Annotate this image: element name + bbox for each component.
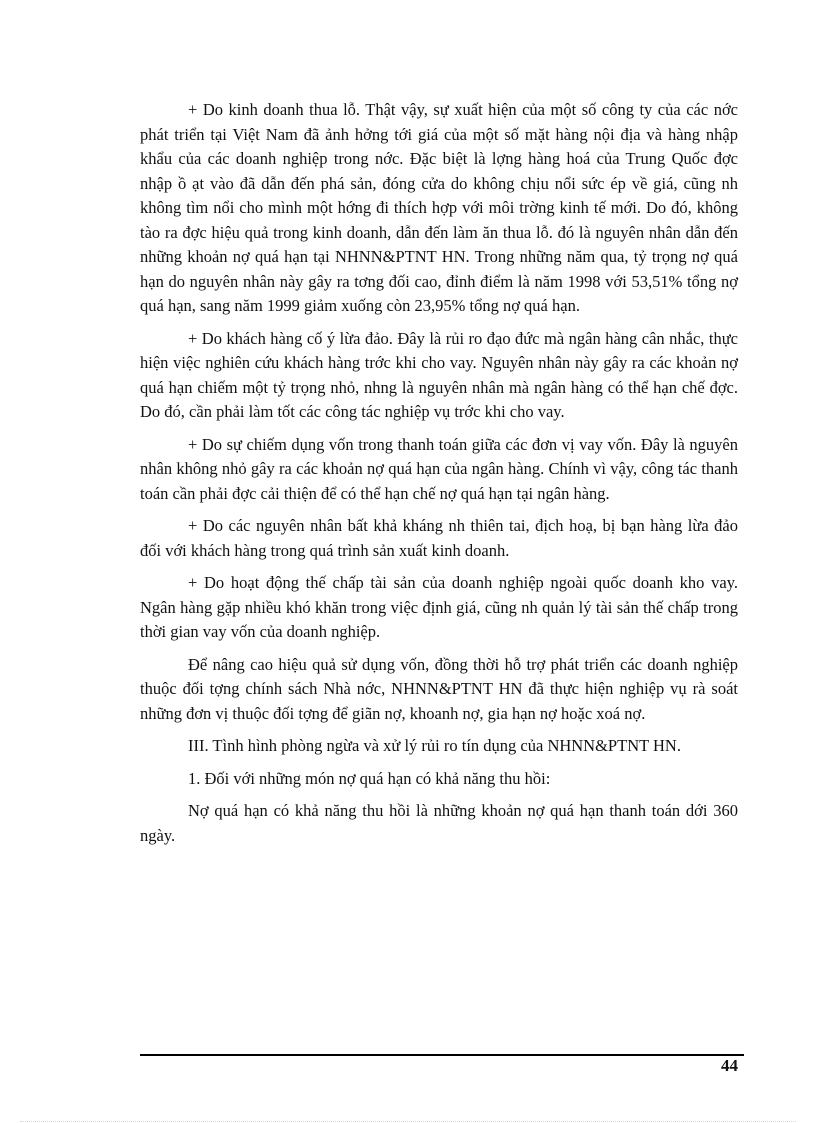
paragraph-force-majeure: + Do các nguyên nhân bất khả kháng nh thiên tai, địch hoạ, bị bạn hàng lừa đảo đối với khách hàng trong quá trình sản xuất kinh doanh.	[140, 516, 738, 560]
paragraph-capital-appropriation: + Do sự chiếm dụng vốn trong thanh toán giữa các đơn vị vay vốn. Đây là nguyên nhân không nhỏ gây ra các khoản nợ quá hạn của ngân hàng. Chính vì vậy, công tác thanh toán cần phải đợc cải thiện để có thể hạn chế nợ quá hạn tại ngân hàng.	[140, 434, 738, 503]
paragraph-recoverable-debt: Nợ quá hạn có khả năng thu hồi là những khoản nợ quá hạn thanh toán dới 360 ngày.	[140, 801, 738, 845]
paragraph-debt-restructuring: Để nâng cao hiệu quả sử dụng vốn, đồng thời hỗ trợ phát triển các doanh nghiệp thuộc đối tợng chính sách Nhà nớc, NHNN&PTNT HN đã thực hiện nghiệp vụ rà soát những đơn vị thuộc đối tợng để giãn nợ, khoanh nợ, gia hạn nợ hoặc xoá nợ.	[140, 654, 738, 723]
paragraph-business-loss: + Do kinh doanh thua lỗ. Thật vậy, sự xuất hiện của một số công ty của các nớc phát triển tại Việt Nam đã ảnh hởng tới giá của một số mặt hàng nội địa và hàng nhập khẩu của các doanh nghiệp trong nớc. Đặc biệt là lợng hàng hoá của Trung Quốc đợc nhập ồ ạt vào đã dẫn đến phá sản, đóng cửa do không chịu nổi sức ép về giá, cũng nh không tìm nổi cho mình một hớng đi thích hợp với môi trờng kinh tế mới. Do đó, không tào ra đợc hiệu quả trong kinh doanh, dẫn đến làm ăn thua lỗ. đó là nguyên nhân dẫn đến những khoản nợ quá hạn tại NHNN&PTNT HN. Trong những năm qua, tỷ trọng nợ quá hạn do nguyên nhân này gây ra tơng đối cao, đỉnh điểm là năm 1998 với 53,51% tổng nợ quá hạn, sang năm 1999 giảm xuống còn 23,95% tổng nợ quá hạn.	[140, 100, 738, 315]
paragraph-customer-fraud: + Do khách hàng cố ý lừa đảo. Đây là rủi ro đạo đức mà ngân hàng cân nhắc, thực hiện việc nghiên cứu khách hàng trớc khi cho vay. Nguyên nhân này gây ra các khoản nợ quá hạn chiếm một tỷ trọng nhỏ, nhng là nguyên nhân mà ngân hàng có thể hạn chế đợc. Do đó, cần phải làm tốt các công tác nghiệp vụ trớc khi cho vay.	[140, 328, 738, 421]
page-edge-divider	[20, 1121, 796, 1122]
page-number: 44	[721, 1056, 738, 1075]
paragraph-collateral: + Do hoạt động thế chấp tài sản của doanh nghiệp ngoài quốc doanh kho vay. Ngân hàng gặp nhiều khó khăn trong việc định giá, cũng nh quản lý tài sản thế chấp trong thời gian vay vốn của doanh nghiệp.	[140, 573, 738, 641]
subsection-heading-1: 1. Đối với những món nợ quá hạn có khả năng thu hồi:	[188, 768, 551, 788]
body-text	[140, 98, 738, 856]
footer-rule	[140, 1054, 744, 1056]
section-heading-iii: III. Tình hình phòng ngừa và xử lý rủi ro tín dụng của NHNN&PTNT HN.	[188, 736, 681, 755]
